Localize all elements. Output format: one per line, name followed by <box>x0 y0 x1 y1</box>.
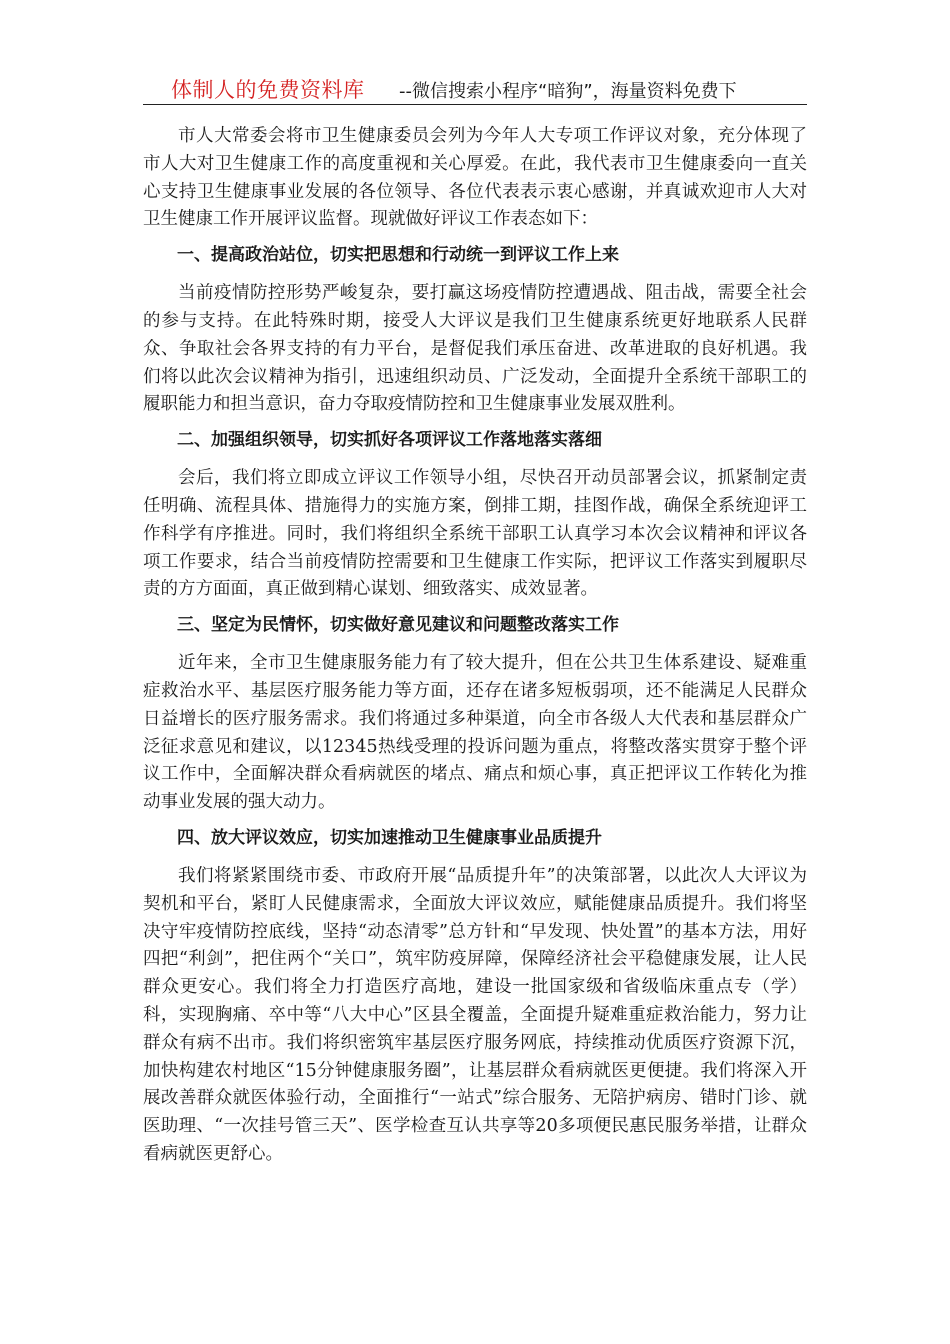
intro-paragraph: 市人大常委会将市卫生健康委员会列为今年人大专项工作评议对象，充分体现了市人大对卫生健康工作的高度重视和关心厚爱。在此，我代表市卫生健康委向一直关心支持卫生健康事业发展的各位领导、各位代表表示衷心感谢，并真诚欢迎市人大对卫生健康工作开展评议监督。现就做好评议工作表态如下： <box>143 126 807 230</box>
section-body-4: 我们将紧紧围绕市委、市政府开展“品质提升年”的决策部署，以此次人大评议为契机和平台，紧盯人民健康需求，全面放大评议效应，赋能健康品质提升。我们将坚决守牢疫情防控底线，坚持“动态清零”总方针和“早发现、快处置”的基本方法，用好四把“利剑”，把住两个“关口”，筑牢防疫屏障，保障经济社会平稳健康发展，让人民群众更安心。我们将全力打造医疗高地，建设一批国家级和省级临床重点专（学）科，实现胸痛、卒中等“八大中心”区县全覆盖，全面提升疑难重症救治能力，努力让群众有病不出市。我们将织密筑牢基层医疗服务网底，持续推动优质医疗资源下沉，加快构建农村地区“15分钟健康服务圈”，让基层群众看病就医更便捷。我们将深入开展改善群众就医体验行动，全面推行“一站式”综合服务、无陪护病房、错时门诊、就医助理、“一次挂号管三天”、医学检查互认共享等20多项便民惠民服务举措，让群众看病就医更舒心。 <box>143 865 807 1164</box>
section-heading-4: 四、放大评议效应，切实加速推动卫生健康事业品质提升 <box>177 827 602 848</box>
section-heading-1: 一、提高政治站位，切实把思想和行动统一到评议工作上来 <box>177 245 619 266</box>
header-brand: 体制人的免费资料库 <box>171 78 365 102</box>
section-body-1: 当前疫情防控形势严峻复杂，要打赢这场疫情防控遭遇战、阻击战，需要全社会的参与支持。在此特殊时期，接受人大评议是我们卫生健康系统更好地联系人民群众、争取社会各界支持的有力平台，是督促我们承压奋进、改革进取的良好机遇。我们将以此次会议精神为指引，迅速组织动员、广泛发动，全面提升全系统干部职工的履职能力和担当意识，奋力夺取疫情防控和卫生健康事业发展双胜利。 <box>143 283 807 415</box>
section-body-3: 近年来，全市卫生健康服务能力有了较大提升，但在公共卫生体系建设、疑难重症救治水平、基层医疗服务能力等方面，还存在诸多短板弱项，还不能满足人民群众日益增长的医疗服务需求。我们将通过多种渠道，向全市各级人大代表和基层群众广泛征求意见和建议，以12345热线受理的投诉问题为重点，将整改落实贯穿于整个评议工作中，全面解决群众看病就医的堵点、痛点和烦心事，真正把评议工作转化为推动事业发展的强大动力。 <box>143 653 807 813</box>
document-body <box>143 123 807 1177</box>
header-tagline: --微信搜索小程序“暗狗”，海量资料免费下 <box>399 81 737 102</box>
page-header <box>143 72 807 105</box>
section-body-2: 会后，我们将立即成立评议工作领导小组，尽快召开动员部署会议，抓紧制定责任明确、流程具体、措施得力的实施方案，倒排工期，挂图作战，确保全系统迎评工作科学有序推进。同时，我们将组织全系统干部职工认真学习本次会议精神和评议各项工作要求，结合当前疫情防控需要和卫生健康工作实际，把评议工作落实到履职尽责的方方面面，真正做到精心谋划、细致落实、成效显著。 <box>143 468 807 600</box>
section-heading-3: 三、坚定为民情怀，切实做好意见建议和问题整改落实工作 <box>177 615 619 636</box>
section-heading-2: 二、加强组织领导，切实抓好各项评议工作落地落实落细 <box>177 430 602 451</box>
